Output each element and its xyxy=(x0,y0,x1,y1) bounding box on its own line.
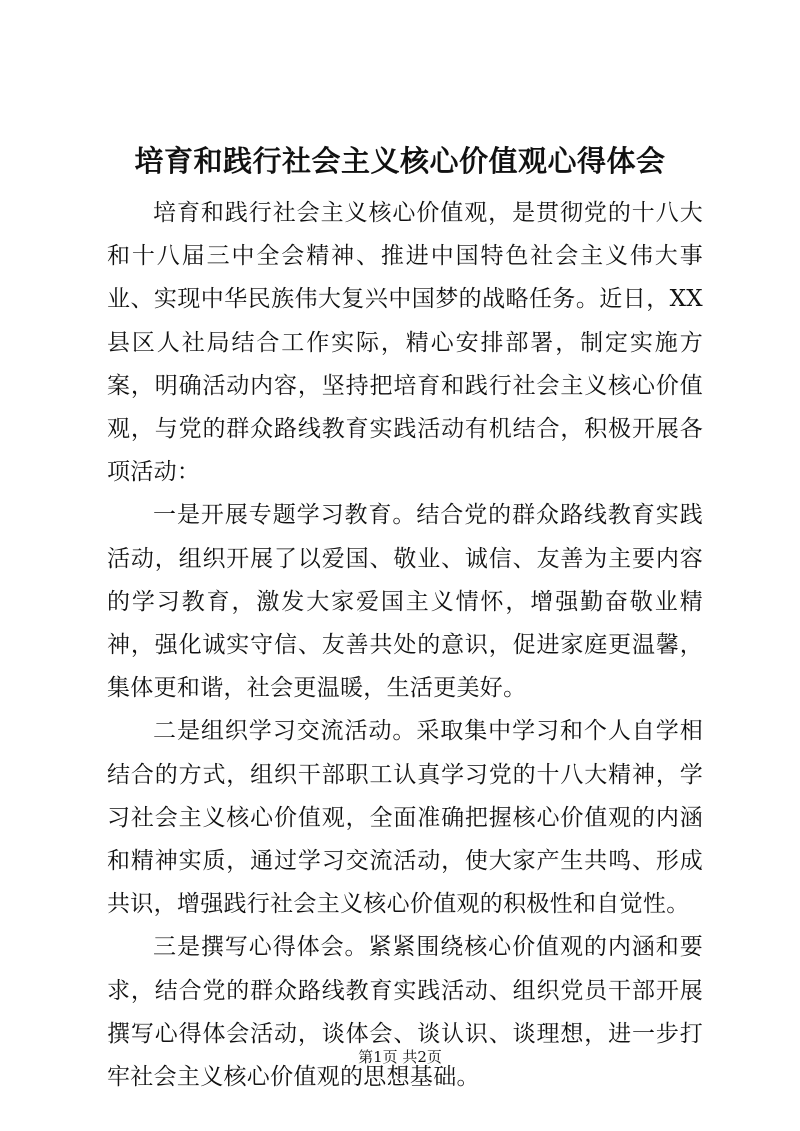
page-number-label: 第1页 共2页 xyxy=(358,1048,442,1066)
document-title: 培育和践行社会主义核心价值观心得体会 xyxy=(134,144,666,178)
page-footer xyxy=(0,1046,800,1068)
paragraph-intro: 培育和践行社会主义核心价值观，是贯彻党的十八大和十八届三中全会精神、推进中国特色社会主义伟大事业、实现中华民族伟大复兴中国梦的战略任务。近日，XX县区人社局结合工作实际，精心安排部署，制定实施方案，明确活动内容，坚持把培育和践行社会主义核心价值观，与党的群众路线教育实践活动有机结合，积极开展各项活动： xyxy=(107,200,703,486)
paragraph-one: 一是开展专题学习教育。结合党的群众路线教育实践活动，组织开展了以爱国、敬业、诚信、友善为主要内容的学习教育，激发大家爱国主义情怀，增强勤奋敬业精神，强化诚实守信、友善共处的意识，促进家庭更温馨，集体更和谐，社会更温暖，生活更美好。 xyxy=(107,502,703,702)
paragraph-two: 二是组织学习交流活动。采取集中学习和个人自学相结合的方式，组织干部职工认真学习党的十八大精神，学习社会主义核心价值观，全面准确把握核心价值观的内涵和精神实质，通过学习交流活动，使大家产生共鸣、形成共识，增强践行社会主义核心价值观的积极性和自觉性。 xyxy=(107,718,703,918)
paragraph-three: 三是撰写心得体会。紧紧围绕核心价值观的内涵和要求，结合党的群众路线教育实践活动、组织党员干部开展撰写心得体会活动，谈体会、谈认识、谈理想，进一步打牢社会主义核心价值观的思想基础。 xyxy=(107,934,703,1091)
document-body xyxy=(107,192,703,1099)
